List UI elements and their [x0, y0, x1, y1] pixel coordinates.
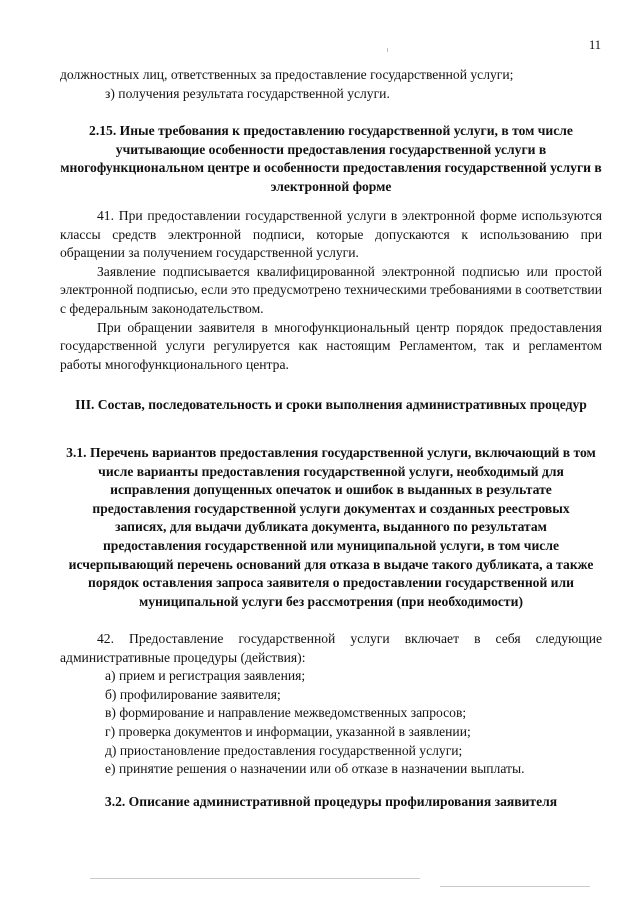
- scan-artifact-line: [440, 886, 590, 887]
- list-item: в) формирование и направление межведомственных запросов;: [105, 705, 467, 721]
- section-body-2-15: [60, 207, 602, 374]
- section-heading-3-1: 3.1. Перечень вариантов предоставления государственной услуги, включающий в том числе варианты предоставления государственной услуги, необходимый для исправления допущенных опечаток и ошибок в выданных в результате предоставления государственной услуги документах и созданных реестровых записях, для выдачи дубликата документа, выданного по результатам предоставления государственной или муниципальной услуги, в том числе исчерпывающий перечень оснований для отказа в выдаче такого дубликата, а также порядок оставления запроса заявителя о предоставлении государственной или муниципальной услуги без рассмотрения (при необходимости): [66, 445, 596, 609]
- section-body-3-1: [60, 630, 602, 779]
- paragraph: При обращении заявителя в многофункциональный центр порядок предоставления государственной услуги регулируется как настоящим Регламентом, так и регламентом работы многофункционального центра.: [60, 319, 602, 372]
- section-heading-3-2: 3.2. Описание административной процедуры профилирования заявителя: [104, 794, 558, 809]
- list-item: б) профилирование заявителя;: [105, 686, 281, 702]
- list-item: а) прием и регистрация заявления;: [105, 668, 306, 684]
- paragraph: 41. При предоставлении государственной услуги в электронной форме используются классы средств электронной подписи, которые допускаются к использованию при обращении за получением государственной услуги.: [60, 208, 602, 261]
- page-number: 11: [588, 38, 601, 52]
- list-item: д) приостановление предоставления государственной услуги;: [105, 742, 463, 758]
- continuation-line: должностных лиц, ответственных за предоставление государственной услуги;: [60, 67, 514, 82]
- section-heading-2-15: 2.15. Иные требования к предоставлению государственной услуги, в том числе учитывающие особенности предоставления государственной услуги в многофункциональном центре и особенности предоставления государственной услуги в электронной форме: [60, 123, 602, 194]
- list-item: з) получения результата государственной услуги.: [105, 85, 390, 101]
- scan-artifact-line: [90, 878, 420, 879]
- paragraph: 42. Предоставление государственной услуги включает в себя следующие административные процедуры (действия):: [60, 631, 602, 665]
- list-item: г) проверка документов и информации, указанной в заявлении;: [105, 723, 471, 739]
- scan-artifact-speck: [387, 48, 388, 52]
- paragraph: Заявление подписывается квалифицированной электронной подписью или простой электронной подписью, если это предусмотрено техническими требованиями в соответствии с федеральным законодательством.: [60, 263, 602, 316]
- continuation-text: [60, 66, 602, 103]
- list-item: е) принятие решения о назначении или об отказе в назначении выплаты.: [105, 761, 525, 777]
- section-heading-III: III. Состав, последовательность и сроки выполнения административных процедур: [75, 397, 587, 412]
